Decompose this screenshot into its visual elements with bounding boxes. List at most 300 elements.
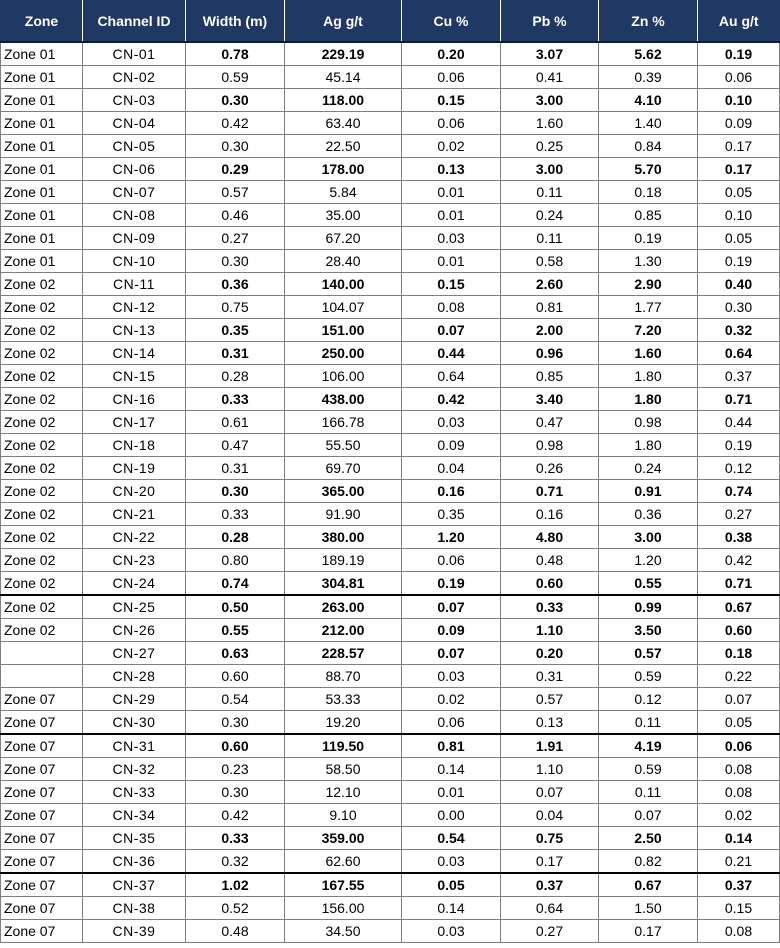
pb-cell: 0.20 bbox=[501, 642, 599, 665]
table-row bbox=[1, 66, 780, 89]
au-cell: 0.08 bbox=[698, 781, 780, 804]
width-cell: 0.61 bbox=[186, 411, 285, 434]
pb-cell: 3.00 bbox=[501, 89, 599, 112]
zone-cell: Zone 02 bbox=[1, 572, 83, 596]
cu-cell: 0.01 bbox=[402, 250, 501, 273]
table-row bbox=[1, 642, 780, 665]
cu-cell: 0.81 bbox=[402, 734, 501, 758]
au-cell: 0.67 bbox=[698, 595, 780, 619]
channel-id-cell: CN-01 bbox=[83, 42, 186, 66]
cu-cell: 0.01 bbox=[402, 181, 501, 204]
zone-cell: Zone 02 bbox=[1, 549, 83, 572]
ag-cell: 88.70 bbox=[285, 665, 402, 688]
channel-id-cell: CN-27 bbox=[83, 642, 186, 665]
au-cell: 0.37 bbox=[698, 365, 780, 388]
width-cell: 0.30 bbox=[186, 250, 285, 273]
header-cu: Cu % bbox=[402, 0, 501, 42]
ag-cell: 140.00 bbox=[285, 273, 402, 296]
zone-cell: Zone 07 bbox=[1, 804, 83, 827]
cu-cell: 0.07 bbox=[402, 642, 501, 665]
au-cell: 0.14 bbox=[698, 827, 780, 850]
cu-cell: 0.06 bbox=[402, 711, 501, 735]
table-row bbox=[1, 549, 780, 572]
ag-cell: 156.00 bbox=[285, 897, 402, 920]
zone-cell: Zone 07 bbox=[1, 758, 83, 781]
zn-cell: 0.55 bbox=[599, 572, 698, 596]
cu-cell: 0.13 bbox=[402, 158, 501, 181]
zone-cell: Zone 02 bbox=[1, 342, 83, 365]
cu-cell: 0.15 bbox=[402, 89, 501, 112]
au-cell: 0.08 bbox=[698, 758, 780, 781]
ag-cell: 53.33 bbox=[285, 688, 402, 711]
ag-cell: 438.00 bbox=[285, 388, 402, 411]
pb-cell: 0.71 bbox=[501, 480, 599, 503]
cu-cell: 0.06 bbox=[402, 112, 501, 135]
pb-cell: 0.11 bbox=[501, 227, 599, 250]
zone-cell: Zone 07 bbox=[1, 688, 83, 711]
pb-cell: 3.40 bbox=[501, 388, 599, 411]
zn-cell: 0.39 bbox=[599, 66, 698, 89]
zn-cell: 1.40 bbox=[599, 112, 698, 135]
cu-cell: 0.35 bbox=[402, 503, 501, 526]
zn-cell: 0.11 bbox=[599, 781, 698, 804]
au-cell: 0.05 bbox=[698, 181, 780, 204]
zone-cell bbox=[1, 665, 83, 688]
pb-cell: 0.25 bbox=[501, 135, 599, 158]
zone-cell: Zone 02 bbox=[1, 457, 83, 480]
channel-id-cell: CN-08 bbox=[83, 204, 186, 227]
ag-cell: 19.20 bbox=[285, 711, 402, 735]
channel-id-cell: CN-19 bbox=[83, 457, 186, 480]
zn-cell: 4.10 bbox=[599, 89, 698, 112]
pb-cell: 0.41 bbox=[501, 66, 599, 89]
channel-id-cell: CN-06 bbox=[83, 158, 186, 181]
width-cell: 0.33 bbox=[186, 503, 285, 526]
au-cell: 0.02 bbox=[698, 804, 780, 827]
zone-cell: Zone 02 bbox=[1, 595, 83, 619]
ag-cell: 28.40 bbox=[285, 250, 402, 273]
zn-cell: 1.20 bbox=[599, 549, 698, 572]
au-cell: 0.19 bbox=[698, 42, 780, 66]
ag-cell: 67.20 bbox=[285, 227, 402, 250]
cu-cell: 0.03 bbox=[402, 411, 501, 434]
au-cell: 0.05 bbox=[698, 711, 780, 735]
channel-id-cell: CN-38 bbox=[83, 897, 186, 920]
cu-cell: 0.01 bbox=[402, 204, 501, 227]
ag-cell: 178.00 bbox=[285, 158, 402, 181]
zone-cell: Zone 02 bbox=[1, 273, 83, 296]
width-cell: 0.28 bbox=[186, 526, 285, 549]
zone-cell: Zone 02 bbox=[1, 526, 83, 549]
pb-cell: 0.07 bbox=[501, 781, 599, 804]
width-cell: 0.42 bbox=[186, 804, 285, 827]
ag-cell: 380.00 bbox=[285, 526, 402, 549]
au-cell: 0.05 bbox=[698, 227, 780, 250]
cu-cell: 0.44 bbox=[402, 342, 501, 365]
cu-cell: 0.03 bbox=[402, 920, 501, 943]
channel-id-cell: CN-33 bbox=[83, 781, 186, 804]
channel-id-cell: CN-29 bbox=[83, 688, 186, 711]
width-cell: 0.48 bbox=[186, 920, 285, 943]
width-cell: 0.32 bbox=[186, 850, 285, 874]
table-row bbox=[1, 158, 780, 181]
zone-cell: Zone 07 bbox=[1, 850, 83, 874]
zone-cell: Zone 02 bbox=[1, 619, 83, 642]
table-row bbox=[1, 804, 780, 827]
zone-cell: Zone 07 bbox=[1, 897, 83, 920]
channel-id-cell: CN-11 bbox=[83, 273, 186, 296]
table-row bbox=[1, 503, 780, 526]
width-cell: 0.30 bbox=[186, 711, 285, 735]
cu-cell: 0.00 bbox=[402, 804, 501, 827]
table-row bbox=[1, 181, 780, 204]
zn-cell: 2.50 bbox=[599, 827, 698, 850]
zn-cell: 1.80 bbox=[599, 365, 698, 388]
cu-cell: 0.54 bbox=[402, 827, 501, 850]
width-cell: 0.50 bbox=[186, 595, 285, 619]
cu-cell: 1.20 bbox=[402, 526, 501, 549]
ag-cell: 212.00 bbox=[285, 619, 402, 642]
ag-cell: 12.10 bbox=[285, 781, 402, 804]
zone-cell: Zone 02 bbox=[1, 365, 83, 388]
zn-cell: 1.80 bbox=[599, 434, 698, 457]
au-cell: 0.10 bbox=[698, 89, 780, 112]
zn-cell: 0.36 bbox=[599, 503, 698, 526]
zn-cell: 0.17 bbox=[599, 920, 698, 943]
width-cell: 0.30 bbox=[186, 89, 285, 112]
table-row bbox=[1, 619, 780, 642]
au-cell: 0.60 bbox=[698, 619, 780, 642]
pb-cell: 0.37 bbox=[501, 873, 599, 897]
cu-cell: 0.07 bbox=[402, 319, 501, 342]
channel-id-cell: CN-07 bbox=[83, 181, 186, 204]
width-cell: 0.27 bbox=[186, 227, 285, 250]
au-cell: 0.22 bbox=[698, 665, 780, 688]
cu-cell: 0.09 bbox=[402, 619, 501, 642]
cu-cell: 0.64 bbox=[402, 365, 501, 388]
pb-cell: 2.60 bbox=[501, 273, 599, 296]
channel-id-cell: CN-26 bbox=[83, 619, 186, 642]
width-cell: 0.23 bbox=[186, 758, 285, 781]
table-row bbox=[1, 434, 780, 457]
ag-cell: 167.55 bbox=[285, 873, 402, 897]
table-row bbox=[1, 480, 780, 503]
channel-id-cell: CN-23 bbox=[83, 549, 186, 572]
ag-cell: 250.00 bbox=[285, 342, 402, 365]
channel-id-cell: CN-39 bbox=[83, 920, 186, 943]
cu-cell: 0.42 bbox=[402, 388, 501, 411]
zone-cell: Zone 01 bbox=[1, 89, 83, 112]
pb-cell: 0.96 bbox=[501, 342, 599, 365]
channel-id-cell: CN-34 bbox=[83, 804, 186, 827]
zn-cell: 0.24 bbox=[599, 457, 698, 480]
au-cell: 0.19 bbox=[698, 434, 780, 457]
pb-cell: 0.85 bbox=[501, 365, 599, 388]
header-channel-id: Channel ID bbox=[83, 0, 186, 42]
width-cell: 0.42 bbox=[186, 112, 285, 135]
channel-id-cell: CN-28 bbox=[83, 665, 186, 688]
zn-cell: 5.62 bbox=[599, 42, 698, 66]
pb-cell: 0.48 bbox=[501, 549, 599, 572]
zone-cell: Zone 02 bbox=[1, 296, 83, 319]
width-cell: 0.30 bbox=[186, 781, 285, 804]
width-cell: 0.75 bbox=[186, 296, 285, 319]
ag-cell: 63.40 bbox=[285, 112, 402, 135]
cu-cell: 0.07 bbox=[402, 595, 501, 619]
zone-cell: Zone 07 bbox=[1, 873, 83, 897]
au-cell: 0.15 bbox=[698, 897, 780, 920]
zn-cell: 0.12 bbox=[599, 688, 698, 711]
zn-cell: 1.77 bbox=[599, 296, 698, 319]
width-cell: 0.60 bbox=[186, 665, 285, 688]
pb-cell: 0.60 bbox=[501, 572, 599, 596]
table-row bbox=[1, 388, 780, 411]
cu-cell: 0.01 bbox=[402, 781, 501, 804]
pb-cell: 0.47 bbox=[501, 411, 599, 434]
zone-cell: Zone 01 bbox=[1, 66, 83, 89]
header-zn: Zn % bbox=[599, 0, 698, 42]
zn-cell: 0.19 bbox=[599, 227, 698, 250]
cu-cell: 0.02 bbox=[402, 135, 501, 158]
ag-cell: 151.00 bbox=[285, 319, 402, 342]
au-cell: 0.38 bbox=[698, 526, 780, 549]
pb-cell: 3.07 bbox=[501, 42, 599, 66]
width-cell: 0.63 bbox=[186, 642, 285, 665]
table-row bbox=[1, 296, 780, 319]
ag-cell: 106.00 bbox=[285, 365, 402, 388]
zone-cell: Zone 01 bbox=[1, 227, 83, 250]
width-cell: 0.54 bbox=[186, 688, 285, 711]
au-cell: 0.71 bbox=[698, 572, 780, 596]
zn-cell: 0.82 bbox=[599, 850, 698, 874]
au-cell: 0.17 bbox=[698, 135, 780, 158]
header-ag: Ag g/t bbox=[285, 0, 402, 42]
table-row bbox=[1, 204, 780, 227]
ag-cell: 69.70 bbox=[285, 457, 402, 480]
au-cell: 0.21 bbox=[698, 850, 780, 874]
table-row bbox=[1, 897, 780, 920]
zone-cell: Zone 01 bbox=[1, 250, 83, 273]
channel-id-cell: CN-32 bbox=[83, 758, 186, 781]
zn-cell: 0.59 bbox=[599, 758, 698, 781]
cu-cell: 0.08 bbox=[402, 296, 501, 319]
ag-cell: 229.19 bbox=[285, 42, 402, 66]
channel-id-cell: CN-15 bbox=[83, 365, 186, 388]
table-row bbox=[1, 250, 780, 273]
cu-cell: 0.04 bbox=[402, 457, 501, 480]
cu-cell: 0.16 bbox=[402, 480, 501, 503]
au-cell: 0.17 bbox=[698, 158, 780, 181]
table-row bbox=[1, 665, 780, 688]
table-row bbox=[1, 734, 780, 758]
zn-cell: 4.19 bbox=[599, 734, 698, 758]
au-cell: 0.37 bbox=[698, 873, 780, 897]
header-au: Au g/t bbox=[698, 0, 780, 42]
width-cell: 0.46 bbox=[186, 204, 285, 227]
pb-cell: 1.10 bbox=[501, 619, 599, 642]
channel-id-cell: CN-36 bbox=[83, 850, 186, 874]
cu-cell: 0.03 bbox=[402, 850, 501, 874]
header-width: Width (m) bbox=[186, 0, 285, 42]
au-cell: 0.42 bbox=[698, 549, 780, 572]
pb-cell: 2.00 bbox=[501, 319, 599, 342]
cu-cell: 0.06 bbox=[402, 549, 501, 572]
width-cell: 0.28 bbox=[186, 365, 285, 388]
au-cell: 0.40 bbox=[698, 273, 780, 296]
zn-cell: 3.00 bbox=[599, 526, 698, 549]
au-cell: 0.06 bbox=[698, 734, 780, 758]
table-row bbox=[1, 42, 780, 66]
zn-cell: 7.20 bbox=[599, 319, 698, 342]
ag-cell: 359.00 bbox=[285, 827, 402, 850]
width-cell: 0.74 bbox=[186, 572, 285, 596]
zone-cell: Zone 07 bbox=[1, 734, 83, 758]
table-row bbox=[1, 411, 780, 434]
zn-cell: 1.80 bbox=[599, 388, 698, 411]
table-row bbox=[1, 711, 780, 735]
au-cell: 0.19 bbox=[698, 250, 780, 273]
table-row bbox=[1, 850, 780, 874]
pb-cell: 0.58 bbox=[501, 250, 599, 273]
channel-id-cell: CN-20 bbox=[83, 480, 186, 503]
table-header-row bbox=[1, 0, 780, 42]
zn-cell: 1.30 bbox=[599, 250, 698, 273]
table-row bbox=[1, 227, 780, 250]
channel-id-cell: CN-35 bbox=[83, 827, 186, 850]
zn-cell: 1.50 bbox=[599, 897, 698, 920]
zn-cell: 0.57 bbox=[599, 642, 698, 665]
pb-cell: 0.64 bbox=[501, 897, 599, 920]
table-row bbox=[1, 135, 780, 158]
zone-cell: Zone 07 bbox=[1, 781, 83, 804]
zone-cell: Zone 02 bbox=[1, 503, 83, 526]
pb-cell: 0.31 bbox=[501, 665, 599, 688]
cu-cell: 0.15 bbox=[402, 273, 501, 296]
table-row bbox=[1, 873, 780, 897]
channel-id-cell: CN-25 bbox=[83, 595, 186, 619]
width-cell: 0.33 bbox=[186, 388, 285, 411]
au-cell: 0.12 bbox=[698, 457, 780, 480]
cu-cell: 0.05 bbox=[402, 873, 501, 897]
zone-cell: Zone 07 bbox=[1, 711, 83, 735]
zn-cell: 1.60 bbox=[599, 342, 698, 365]
header-pb: Pb % bbox=[501, 0, 599, 42]
channel-id-cell: CN-05 bbox=[83, 135, 186, 158]
pb-cell: 4.80 bbox=[501, 526, 599, 549]
pb-cell: 0.81 bbox=[501, 296, 599, 319]
table-row bbox=[1, 365, 780, 388]
zn-cell: 2.90 bbox=[599, 273, 698, 296]
pb-cell: 0.16 bbox=[501, 503, 599, 526]
channel-id-cell: CN-09 bbox=[83, 227, 186, 250]
au-cell: 0.06 bbox=[698, 66, 780, 89]
cu-cell: 0.19 bbox=[402, 572, 501, 596]
ag-cell: 118.00 bbox=[285, 89, 402, 112]
pb-cell: 0.24 bbox=[501, 204, 599, 227]
au-cell: 0.74 bbox=[698, 480, 780, 503]
pb-cell: 0.13 bbox=[501, 711, 599, 735]
width-cell: 0.55 bbox=[186, 619, 285, 642]
ag-cell: 304.81 bbox=[285, 572, 402, 596]
width-cell: 0.31 bbox=[186, 457, 285, 480]
table-row bbox=[1, 758, 780, 781]
width-cell: 0.33 bbox=[186, 827, 285, 850]
zn-cell: 0.99 bbox=[599, 595, 698, 619]
channel-id-cell: CN-04 bbox=[83, 112, 186, 135]
zone-cell: Zone 07 bbox=[1, 827, 83, 850]
au-cell: 0.44 bbox=[698, 411, 780, 434]
au-cell: 0.32 bbox=[698, 319, 780, 342]
ag-cell: 35.00 bbox=[285, 204, 402, 227]
width-cell: 0.52 bbox=[186, 897, 285, 920]
ag-cell: 58.50 bbox=[285, 758, 402, 781]
pb-cell: 1.10 bbox=[501, 758, 599, 781]
width-cell: 0.60 bbox=[186, 734, 285, 758]
cu-cell: 0.14 bbox=[402, 897, 501, 920]
channel-id-cell: CN-17 bbox=[83, 411, 186, 434]
table-body bbox=[1, 42, 780, 943]
au-cell: 0.08 bbox=[698, 920, 780, 943]
width-cell: 0.78 bbox=[186, 42, 285, 66]
au-cell: 0.71 bbox=[698, 388, 780, 411]
zn-cell: 0.84 bbox=[599, 135, 698, 158]
zone-cell: Zone 02 bbox=[1, 388, 83, 411]
zn-cell: 0.18 bbox=[599, 181, 698, 204]
channel-id-cell: CN-03 bbox=[83, 89, 186, 112]
zone-cell: Zone 01 bbox=[1, 158, 83, 181]
zone-cell: Zone 02 bbox=[1, 434, 83, 457]
au-cell: 0.10 bbox=[698, 204, 780, 227]
channel-id-cell: CN-21 bbox=[83, 503, 186, 526]
au-cell: 0.18 bbox=[698, 642, 780, 665]
table-row bbox=[1, 112, 780, 135]
table-row bbox=[1, 319, 780, 342]
width-cell: 0.57 bbox=[186, 181, 285, 204]
zone-cell: Zone 02 bbox=[1, 319, 83, 342]
ag-cell: 189.19 bbox=[285, 549, 402, 572]
zone-cell bbox=[1, 642, 83, 665]
ag-cell: 22.50 bbox=[285, 135, 402, 158]
pb-cell: 0.27 bbox=[501, 920, 599, 943]
pb-cell: 1.60 bbox=[501, 112, 599, 135]
table-row bbox=[1, 526, 780, 549]
ag-cell: 55.50 bbox=[285, 434, 402, 457]
ag-cell: 34.50 bbox=[285, 920, 402, 943]
width-cell: 0.31 bbox=[186, 342, 285, 365]
channel-id-cell: CN-14 bbox=[83, 342, 186, 365]
width-cell: 0.29 bbox=[186, 158, 285, 181]
ag-cell: 5.84 bbox=[285, 181, 402, 204]
au-cell: 0.27 bbox=[698, 503, 780, 526]
table-row bbox=[1, 688, 780, 711]
table-row bbox=[1, 595, 780, 619]
zn-cell: 0.91 bbox=[599, 480, 698, 503]
ag-cell: 119.50 bbox=[285, 734, 402, 758]
table-row bbox=[1, 572, 780, 596]
channel-id-cell: CN-22 bbox=[83, 526, 186, 549]
ag-cell: 91.90 bbox=[285, 503, 402, 526]
zone-cell: Zone 01 bbox=[1, 204, 83, 227]
cu-cell: 0.03 bbox=[402, 665, 501, 688]
header-zone: Zone bbox=[1, 0, 83, 42]
ag-cell: 9.10 bbox=[285, 804, 402, 827]
zone-cell: Zone 01 bbox=[1, 135, 83, 158]
zn-cell: 0.67 bbox=[599, 873, 698, 897]
cu-cell: 0.06 bbox=[402, 66, 501, 89]
pb-cell: 0.17 bbox=[501, 850, 599, 874]
width-cell: 0.47 bbox=[186, 434, 285, 457]
cu-cell: 0.20 bbox=[402, 42, 501, 66]
